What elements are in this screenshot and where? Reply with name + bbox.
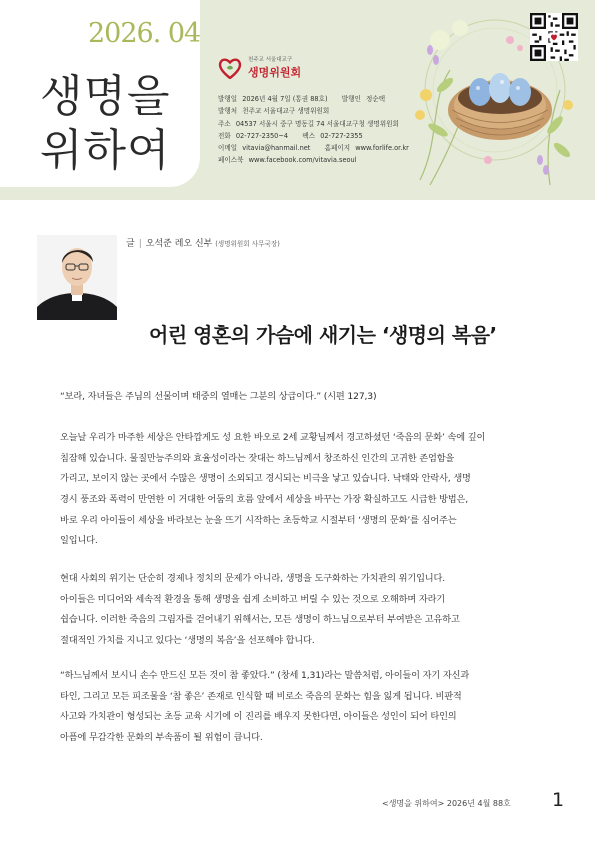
- homepage-link[interactable]: www.forlife.or.kr: [355, 144, 409, 153]
- issue-date: 2026. 04: [88, 18, 201, 49]
- facebook-link[interactable]: www.facebook.com/vitavia.seoul: [248, 156, 357, 165]
- paragraph-3: “하느님께서 보시니 손수 만드신 모든 것이 참 좋았다.” (창세 1,31)라는 말씀처럼, 아이들이 자기 자신과 타인, 그리고 모든 피조물을 ‘참 좋은’ 존재로 인식할 때 비로소 죽음의 문화는 힘을 잃게 됩니다. 비판적 사고와 가치관이 형성되는 초등 교육 시기에 이 진리를 배우지 못한다면, 아이들은 성인이 되어 타인의 아픔에 무감각한 문화의 부속품이 될 위험이 큽니다.: [60, 670, 470, 744]
- magazine-title-line2: 위하여: [40, 125, 171, 176]
- info-row-email: 이메일 vitavia@hanmail.net 홈페이지 www.forlife.or.kr: [218, 144, 409, 153]
- page-number: 1: [552, 789, 565, 811]
- author-portrait: [37, 235, 117, 320]
- info-row-publish: 발행일 2026년 4월 7일 (통권 88호) 발행인 정순택: [218, 95, 386, 103]
- info-row-address: 주소 04537 서울시 중구 명동길 74 서울대교구청 생명위원회: [218, 119, 399, 128]
- paragraph-2: 현대 사회의 위기는 단순히 경제나 정치의 문제가 아니라, 생명을 도구화하는 가치관의 위기입니다. 아이들은 미디어와 세속적 환경을 통해 생명을 쉽게 소비하고 버릴 수 있는 것으로 오해하며 자라기 쉽습니다. 이러한 죽음의 그림자를 걷어내기 위해서는, 모든 생명이 하느님으로부터 부여받은 고유하고 절대적인 가치를 지니고 있다는 ‘생명의 복음’을 선포해야 합니다.: [60, 573, 460, 647]
- page-footer: <생명을 위하여> 2026년 4월 88호: [382, 799, 511, 808]
- author-name: 오석준 레오 신부: [145, 239, 213, 249]
- author-role: (생명위원회 사무국장): [215, 240, 280, 248]
- email-link[interactable]: vitavia@hanmail.net: [242, 144, 311, 153]
- logo-org-name: 생명위원회: [248, 66, 302, 79]
- info-row-org: 발행처 천주교 서울대교구 생명위원회: [218, 107, 330, 116]
- scripture-quote: “보라, 자녀들은 주님의 선물이며 태중의 열매는 그분의 상급이다.” (시편 127,3): [60, 391, 377, 402]
- info-row-phone: 전화 02-727-2350~4 팩스 02-727-2355: [218, 131, 363, 140]
- byline-prefix: 글: [126, 239, 135, 249]
- publication-info: [218, 93, 409, 167]
- article-headline: 어린 영혼의 가슴에 새기는 ‘생명의 복음’: [149, 323, 497, 347]
- logo-org-small: 천주교 서울대교구: [248, 57, 293, 63]
- qr-code-icon[interactable]: [530, 13, 578, 61]
- committee-logo: [218, 54, 358, 84]
- paragraph-1: 오늘날 우리가 마주한 세상은 안타깝게도 성 요한 바오로 2세 교황님께서 경고하셨던 ‘죽음의 문화’ 속에 깊이 침잠해 있습니다. 물질만능주의와 효율성이라는 잣대는 하느님께서 창조하신 인간의 고귀한 존엄함을 가리고, 보이지 않는 곳에서 수많은 생명이 소외되고 경시되는 비극을 낳고 있습니다. 낙태와 안락사, 생명 경시 풍조와 폭력이 만연한 이 거대한 어둠의 흐름 앞에서 세상을 바꾸는 가장 확실하고도 시급한 방법은, 바로 우리 아이들이 세상을 바라보는 눈을 뜨기 시작하는 초등학교 시절부터 ‘생명의 문화’를 심어주는 일입니다.: [60, 432, 486, 547]
- magazine-title-line1: 생명을: [40, 71, 171, 122]
- heart-logo-icon: [218, 57, 242, 79]
- byline: 글 | 오석준 레오 신부 (생명위원회 사무국장): [126, 239, 280, 249]
- info-row-facebook: 페이스북 www.facebook.com/vitavia.seoul: [218, 156, 357, 165]
